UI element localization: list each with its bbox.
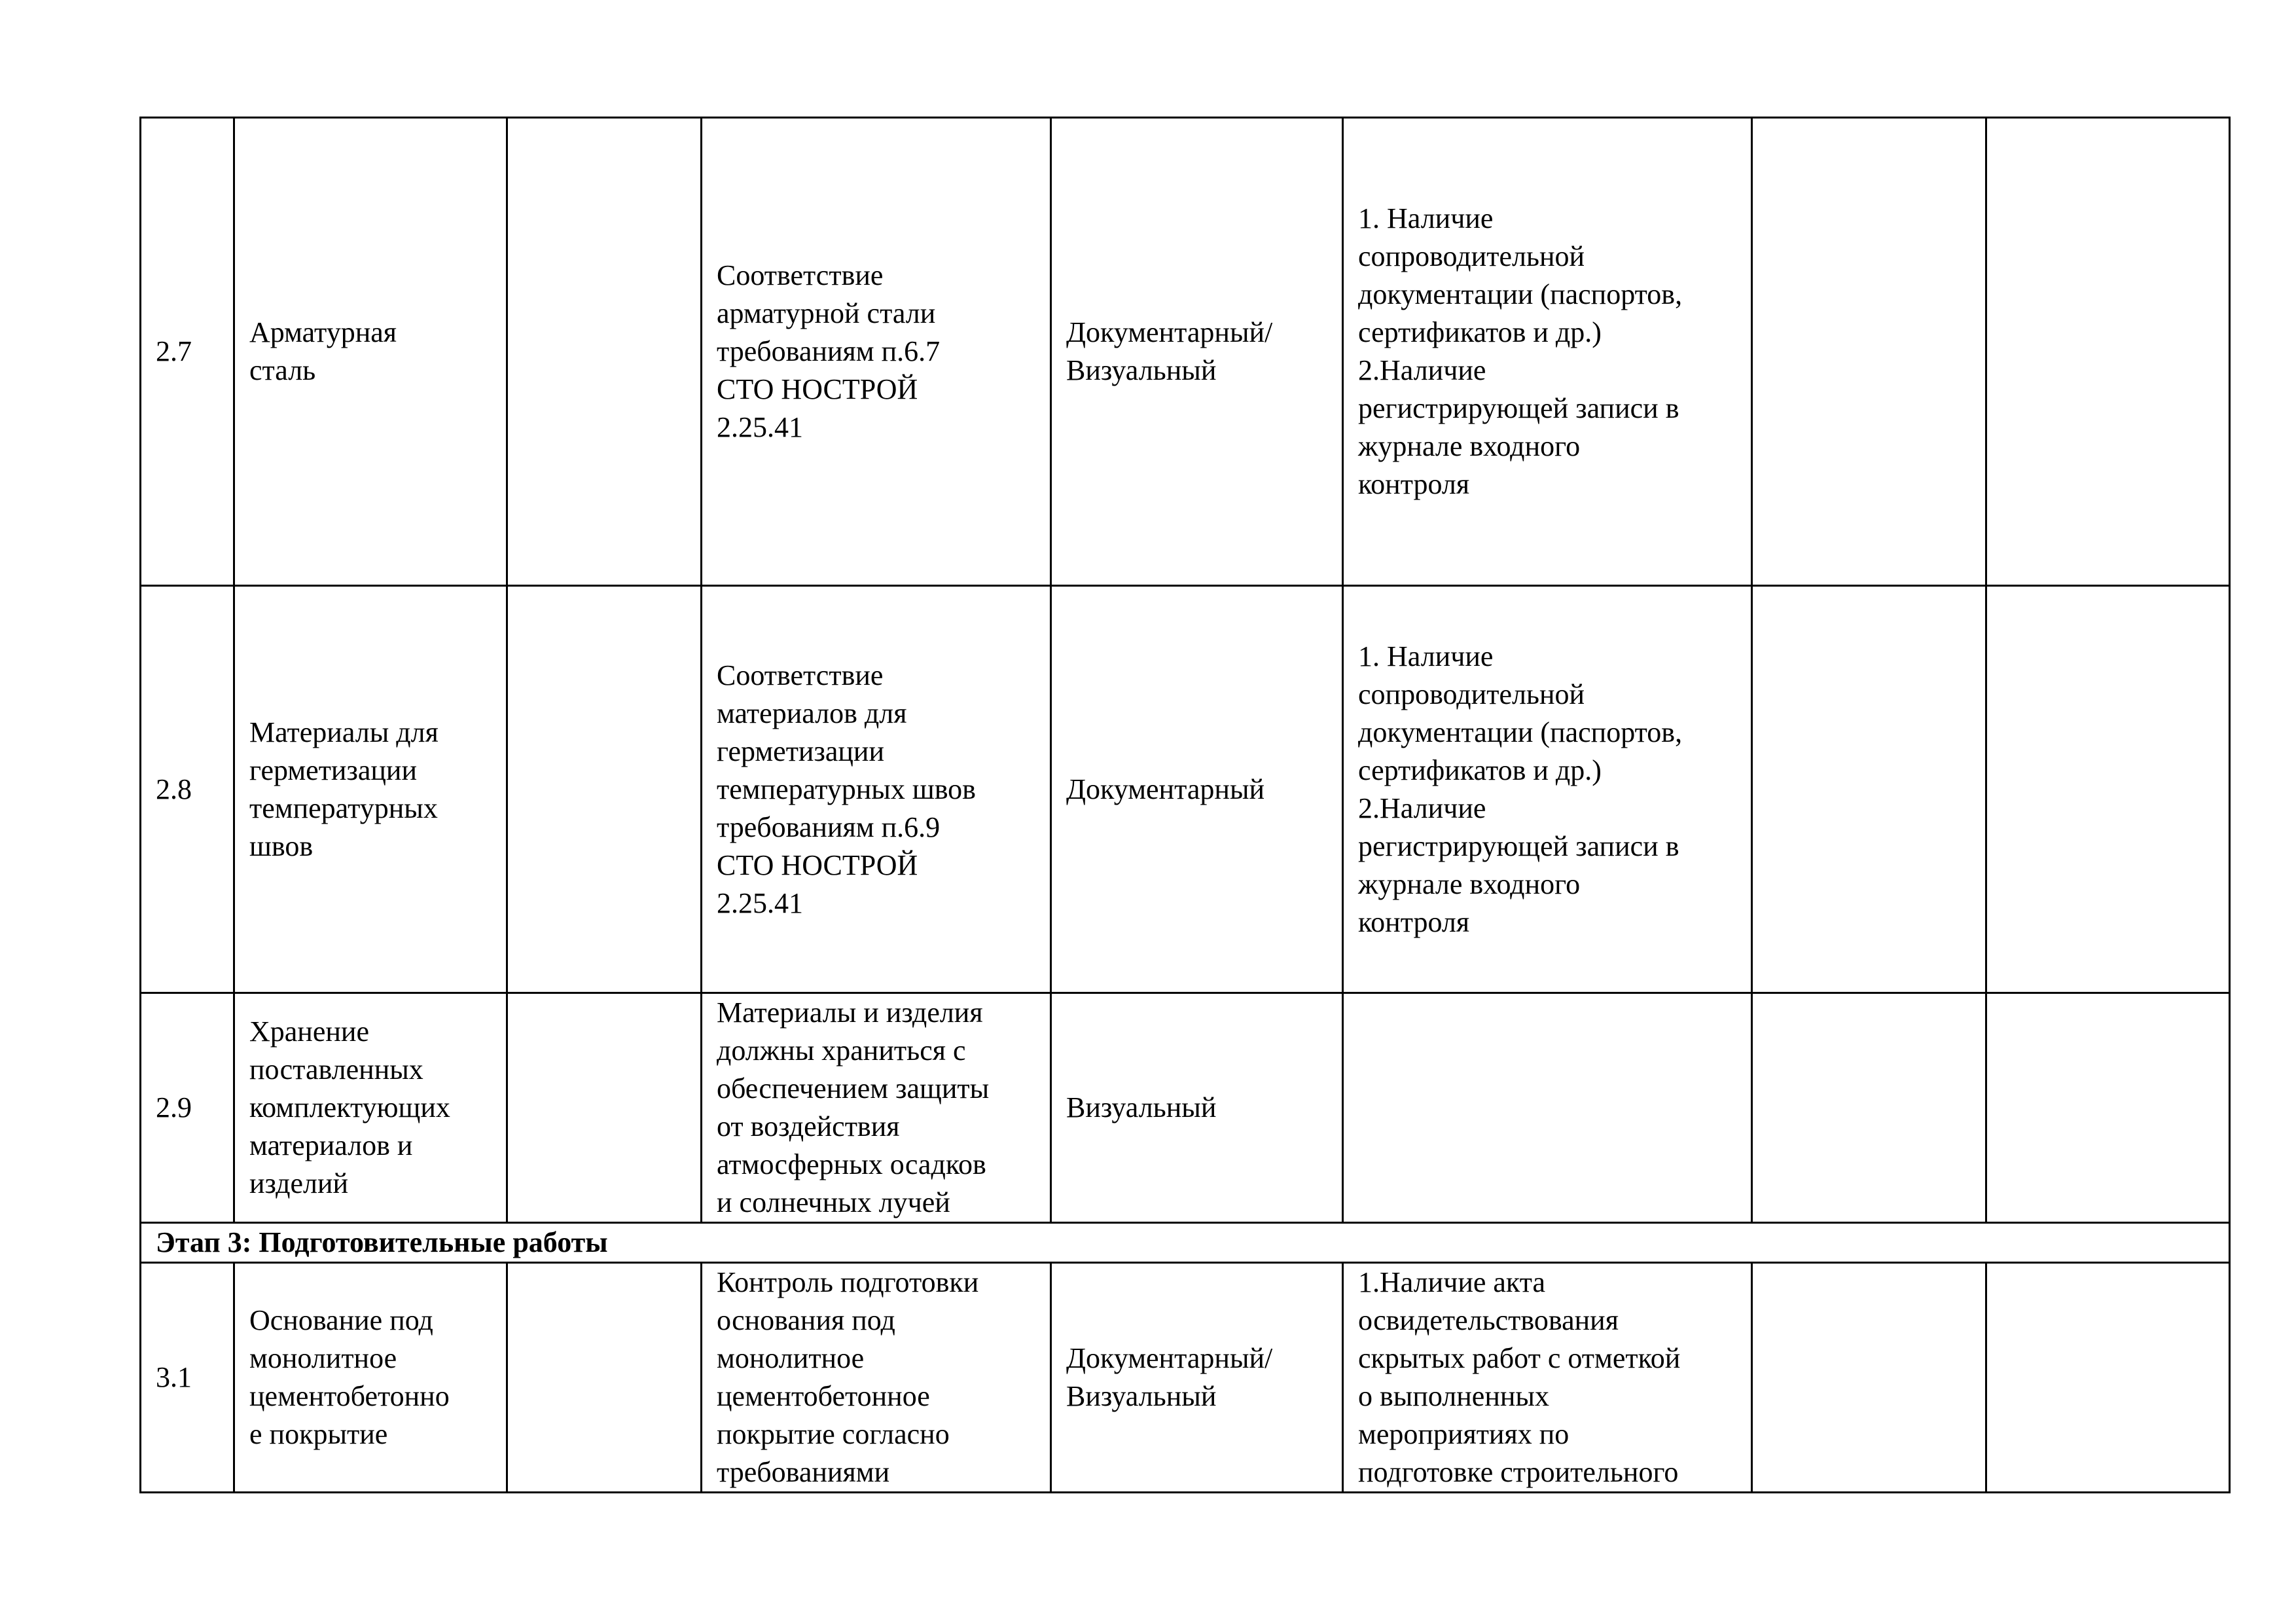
item-name: Арматурная сталь [234, 118, 507, 586]
requirement-text: Соответствие арматурной стали требованиям п.6.7 СТО НОСТРОЙ 2.25.41 [702, 118, 1051, 586]
item-name: Хранение поставленных комплектующих материалов и изделий [234, 993, 507, 1223]
empty-cell [507, 993, 702, 1223]
empty-cell [507, 118, 702, 586]
empty-cell [1752, 993, 1986, 1223]
empty-cell [1986, 586, 2230, 993]
table-row [141, 586, 2230, 993]
row-number: 2.7 [141, 118, 234, 586]
requirement-text: Контроль подготовки основания под монолитное цементобетонное покрытие согласно требованиями [702, 1263, 1051, 1493]
requirement-text: Соответствие материалов для герметизации температурных швов требованиям п.6.9 СТО НОСТРОЙ 2.25.41 [702, 586, 1051, 993]
row-number: 2.8 [141, 586, 234, 993]
row-number: 3.1 [141, 1263, 234, 1493]
check-criteria: 1. Наличие сопроводительной документации (паспортов, сертификатов и др.) 2.Наличие регистрирующей записи в журнале входного контроля [1343, 118, 1752, 586]
empty-cell [1752, 118, 1986, 586]
check-criteria [1343, 993, 1752, 1223]
empty-cell [1986, 1263, 2230, 1493]
empty-cell [1752, 1263, 1986, 1493]
control-method: Документарный [1051, 586, 1343, 993]
stage-title: Этап 3: Подготовительные работы [141, 1223, 2230, 1263]
table-row [141, 1263, 2230, 1493]
empty-cell [1986, 993, 2230, 1223]
empty-cell [507, 1263, 702, 1493]
empty-cell [1986, 118, 2230, 586]
item-name: Материалы для герметизации температурных швов [234, 586, 507, 993]
check-criteria: 1.Наличие акта освидетельствования скрытых работ с отметкой о выполненных мероприятиях по подготовке строительного [1343, 1263, 1752, 1493]
check-criteria: 1. Наличие сопроводительной документации (паспортов, сертификатов и др.) 2.Наличие регистрирующей записи в журнале входного контроля [1343, 586, 1752, 993]
control-method: Визуальный [1051, 993, 1343, 1223]
empty-cell [507, 586, 702, 993]
requirement-text: Материалы и изделия должны храниться с обеспечением защиты от воздействия атмосферных осадков и солнечных лучей [702, 993, 1051, 1223]
item-name: Основание под монолитное цементобетонно е покрытие [234, 1263, 507, 1493]
inspection-table [139, 117, 2231, 1493]
empty-cell [1752, 586, 1986, 993]
stage-header-row [141, 1223, 2230, 1263]
control-method: Документарный/ Визуальный [1051, 118, 1343, 586]
table-row [141, 993, 2230, 1223]
row-number: 2.9 [141, 993, 234, 1223]
table-row [141, 118, 2230, 586]
control-method: Документарный/ Визуальный [1051, 1263, 1343, 1493]
